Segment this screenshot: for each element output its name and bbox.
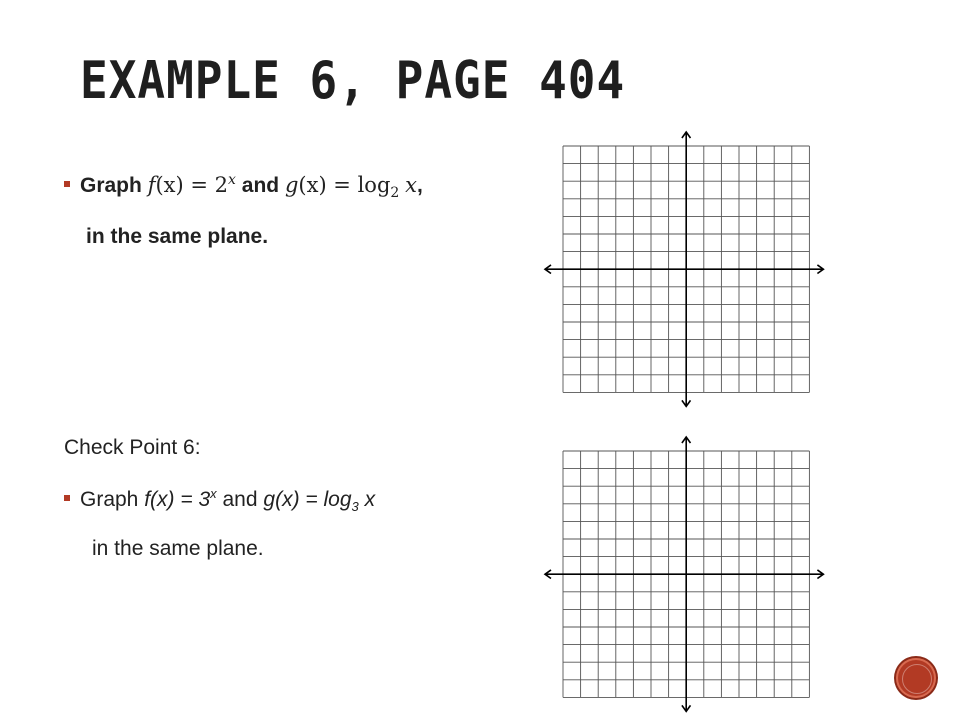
cp-g-var: x <box>364 488 376 511</box>
f-arg: (x) = 2 <box>155 173 229 197</box>
check-point-line-2: in the same plane. <box>92 537 264 561</box>
g-base: 2 <box>390 185 400 202</box>
coordinate-grid-bottom <box>545 437 823 711</box>
and-word: and <box>241 174 280 197</box>
cp-f-exponent: x <box>210 486 217 501</box>
cp-f-expr: f(x) = 3 <box>144 488 211 511</box>
graph-word: Graph <box>80 174 142 197</box>
f-name: f <box>147 173 156 197</box>
example-line-2: in the same plane. <box>86 225 269 249</box>
g-var: x <box>405 173 417 197</box>
g-name: g <box>284 173 299 197</box>
f-exponent: x <box>228 172 236 188</box>
comma: , <box>417 174 423 197</box>
check-point-heading: Check Point 6: <box>64 436 201 459</box>
circle-nav-icon[interactable] <box>896 658 936 698</box>
cp-and-word: and <box>222 488 258 511</box>
g-arg: (x) = log <box>298 173 391 197</box>
cp-graph-word: Graph <box>80 488 139 511</box>
coordinate-grid-top <box>545 132 823 406</box>
cp-g-base: 3 <box>351 499 359 515</box>
slide-title: EXAMPLE 6, PAGE 404 <box>80 50 626 111</box>
cp-g-expr: g(x) = log <box>263 488 352 511</box>
